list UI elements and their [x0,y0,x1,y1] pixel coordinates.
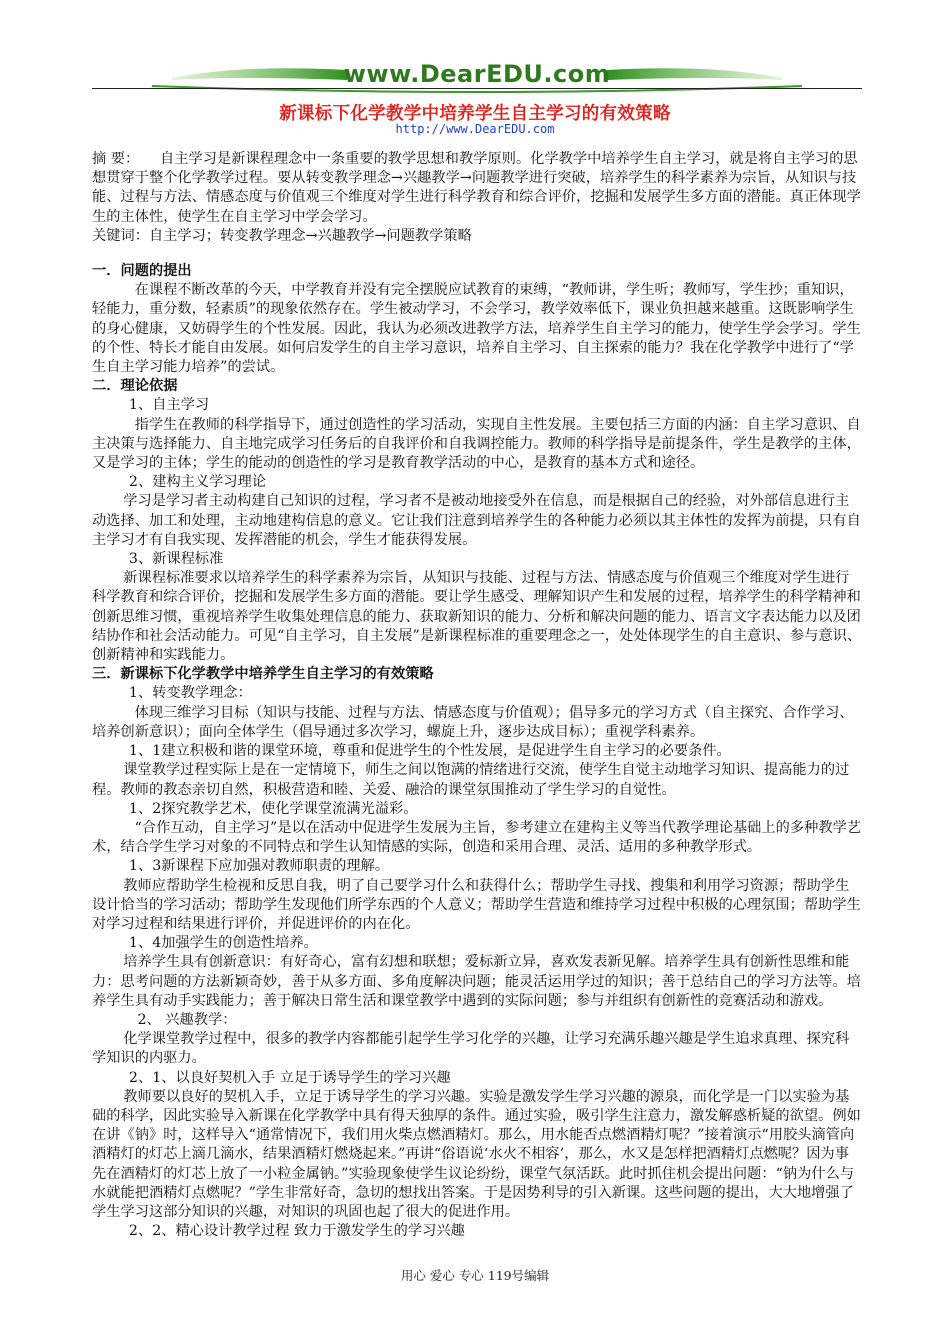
header-banner [92,56,862,98]
section-3-heading: 三．新课标下化学教学中培养学生自主学习的有效策略 [92,666,434,683]
section-3-paragraph-1-2: “合作互动，自主学习”是以在活动中促进学生发展为主旨，参考建立在建构主义等当代教学理论基础上的多种教学艺术，结合学生学习对象的不同特点和学生认知情感的实际，创造和采用合理、灵活、适用的多种教学形式。 [92,819,862,856]
section-3-paragraph-1-3: 教师应帮助学生检视和反思自我，明了自己要学习什么和获得什么；帮助学生寻找、搜集和利用学习资源；帮助学生设计恰当的学习活动；帮助学生发现他们所学东西的个人意义；帮助学生营造和维持学习过程中积极的心理氛围；帮助学生对学习过程和结果进行评价，并促进评价的内在化。 [92,877,861,932]
abstract-block [92,150,862,227]
section-2-paragraph-1: 指学生在教师的科学指导下，通过创造性的学习活动，实现自主性发展。主要包括三方面的内涵：自主学习意识、自主决策与选择能力、自主地完成学习任务后的自我评价和自我调控能力。教师的科学指导是前提条件，学生是教学的主体，又是学习的主体；学生的能动的创造性的学习是教育教学活动的中心，是教育的基本方式和途径。 [92,416,861,472]
section-3-subheading-1-2: 1、2探究教学艺术，使化学课堂流满光溢彩。 [128,800,418,817]
abstract-label: 摘 要： [92,151,140,167]
header-rule-top [92,88,862,89]
section-3-subheading-2-2: 2、2、精心设计教学过程 致力于激发学生的学习兴趣 [128,1223,465,1240]
section-3-subheading-1-3: 1、3新课程下应加强对教师职责的理解。 [128,858,390,875]
page-footer: 用心 爱心 专心 119号编辑 [400,1268,550,1283]
banner-site-name: www.DearEDU.com [343,60,611,88]
section-2-subheading-3: 3、新课程标准 [128,551,224,568]
section-3-subheading-2-1: 2、1、以良好契机入手 立足于诱导学生的学习兴趣 [128,1069,451,1086]
document-url[interactable]: http://www.DearEDU.com [395,122,555,136]
section-3-subheading-1-1: 1、1建立积极和谐的课堂环境，尊重和促进学生的个性发展，是促进学生自主学习的必要条件。 [128,743,731,760]
section-2-heading: 二．理论依据 [92,378,178,395]
section-3-paragraph-2-1: 教师要以良好的契机入手，立足于诱导学生的学习兴趣。实验是激发学生学习兴趣的源泉，而化学是一门以实验为基础的科学，因此实验导入新课在化学教学中具有得天独厚的条件。通过实验，吸引学生注意力，激发解惑析疑的欲望。例如在讲《钠》时，这样导入“通常情况下，我们用火柴点燃酒精灯。那么，用水能否点燃酒精灯呢？”接着演示“用胶头滴管向酒精灯的灯芯上滴几滴水，结果酒精灯燃烧起来。”再讲“俗语说‘水火不相容’，那么，水又是怎样把酒精灯点燃呢？因为事先在酒精灯的灯芯上放了一小粒金属钠。”实验现象使学生议论纷纷，课堂气氛活跃。此时抓住机会提出问题：“钠为什么与水就能把酒精灯点燃呢？”学生非常好奇，急切的想找出答案。于是因势利导的引入新课。这些问题的提出，大大地增强了学生学习这部分知识的兴趣，对知识的巩固也起了很大的促进作用。 [92,1088,861,1220]
abstract-text: 自主学习是新课程理念中一条重要的教学思想和教学原则。化学教学中培养学生自主学习，就是将自主学习的思想贯穿于整个化学教学过程。要从转变教学理念→兴趣教学→问题教学进行突破，培养学生的科学素养为宗旨，从知识与技能、过程与方法、情感态度与价值观三个维度对学生进行科学教育和综合评价，挖掘和发展学生多方面的潜能。真正体现学生的主体性，使学生在自主学习中学会学习。 [92,151,861,225]
section-3-paragraph-1-1: 课堂教学过程实际上是在一定情境下，师生之间以饱满的情绪进行交流，使学生自觉主动地学习知识、提高能力的过程。教师的教态亲切自然，积极营造和睦、关爱、融洽的课堂氛围推动了学生学习的自觉性。 [92,762,850,798]
keywords: 关键词：自主学习；转变教学理念→兴趣教学→问题教学策略 [92,227,472,244]
section-3-paragraph-1: 体现三维学习目标（知识与技能、过程与方法、情感态度与价值观）；倡导多元的学习方式（自主探究、合作学习、培养创新意识）；面向全体学生（倡导通过多次学习，螺旋上升，逐步达成目标）；重视学科素养。 [92,704,854,740]
section-3-paragraph-1-4: 培养学生具有创新意识：有好奇心，富有幻想和联想；爱标新立异，喜欢发表新见解。培养学生具有创新性思维和能力：思考问题的方法新颖奇妙，善于从多方面、多角度解决问题；能灵活运用学过的知识；善于总结自己的学习方法等。培养学生具有动手实践能力；善于解决日常生活和课堂教学中遇到的实际问题；参与并组织有创新性的竞赛活动和游戏。 [92,954,861,1009]
section-2-subheading-1: 1、自主学习 [128,397,210,414]
document-title: 新课标下化学教学中培养学生自主学习的有效策略 [279,104,671,124]
section-3-subheading-1-4: 1、4加强学生的创造性培养。 [128,935,318,952]
section-3-subheading-2: 2、 兴趣教学： [137,1011,237,1028]
section-3-paragraph-2: 化学课堂教学过程中，很多的教学内容都能引起学生学习化学的兴趣，让学习充满乐趣兴趣是学生追求真理、探究科学知识的内驱力。 [92,1031,850,1067]
document-body [92,150,862,1241]
section-2-subheading-2: 2、建构主义学习理论 [128,474,267,491]
section-1-paragraph: 在课程不断改革的今天，中学教育并没有完全摆脱应试教育的束缚，“教师讲，学生听；教师写，学生抄；重知识，轻能力，重分数，轻素质”的现象依然存在。学生被动学习，不会学习，教学效率低下，课业负担越来越重。这既影响学生的身心健康，又妨碍学生的个性发展。因此，我认为必须改进教学方法，培养学生自主学习的能力，使学生学会学习。学生的个性、特长才能自由发展。如何启发学生的自主学习意识，培养自主学习、自主探索的能力？我在化学教学中进行了“学生自主学习能力培养”的尝试。 [92,282,861,376]
section-2-paragraph-3: 新课程标准要求以培养学生的科学素养为宗旨，从知识与技能、过程与方法、情感态度与价值观三个维度对学生进行科学教育和综合评价，挖掘和发展学生多方面的潜能。要让学生感受、理解知识产生和发展的过程，培养学生的科学精神和创新思维习惯，重视培养学生收集处理信息的能力、获取新知识的能力、分析和解决问题的能力、语言文字表达能力以及团结协作和社会活动能力。可见“自主学习，自主发展”是新课程标准的重要理念之一，处处体现学生的自主意识、参与意识、创新精神和实践能力。 [92,570,862,664]
section-2-paragraph-2: 学习是学习者主动构建自己知识的过程，学习者不是被动地接受外在信息，而是根据自己的经验，对外部信息进行主动选择、加工和处理，主动地建构信息的意义。它让我们注意到培养学生的各种能力必须以其主体性的发挥为前提，只有自主学习才有自我实现、发挥潜能的机会，学生才能获得发展。 [92,493,861,548]
spacer [92,246,862,262]
section-3-subheading-1: 1、转变教学理念： [128,685,252,702]
section-1-heading: 一．问题的提出 [92,263,192,280]
